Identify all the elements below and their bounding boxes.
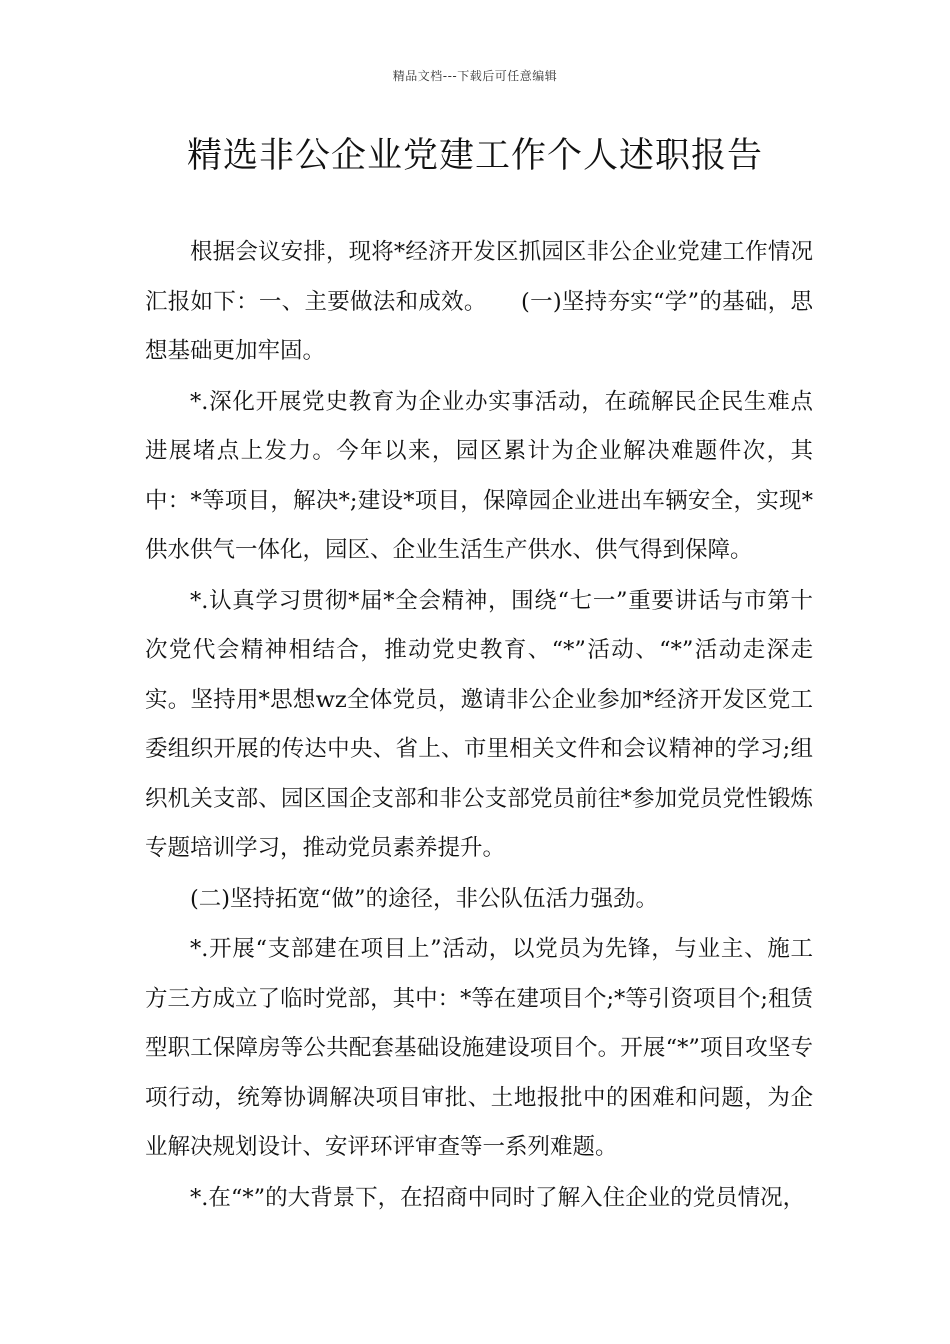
document-body bbox=[145, 228, 813, 1223]
header-note: 精品文档---下载后可任意编辑 bbox=[392, 69, 558, 83]
paragraph-item-3: *.开展“支部建在项目上”活动，以党员为先锋，与业主、施工方三方成立了临时党部，其中：*等在建项目个;*等引资项目个;租赁型职工保障房等公共配套基础设施建设项目个。开展“*”项目攻坚专项行动，统筹协调解决项目审批、土地报批中的困难和问题，为企业解决规划设计、安评环评审查等一系列难题。 bbox=[145, 936, 813, 1160]
paragraph-intro: 根据会议安排，现将*经济开发区抓园区非公企业党建工作情况汇报如下：一、主要做法和成效。 (一)坚持夯实“学”的基础，思想基础更加牢固。 bbox=[145, 239, 813, 364]
paragraph-item-2: *.认真学习贯彻*届*全会精神，围绕“七一”重要讲话与市第十次党代会精神相结合，推动党史教育、“*”活动、“*”活动走深走实。坚持用*思想wz全体党员，邀请非公企业参加*经济开发区党工委组织开展的传达中央、省上、市里相关文件和会议精神的学习;组织机关支部、园区国企支部和非公支部党员前往*参加党员党性锻炼专题培训学习，推动党员素养提升。 bbox=[145, 587, 813, 861]
paragraph-item-4: *.在“*”的大背景下，在招商中同时了解入住企业的党员情况， bbox=[190, 1184, 806, 1211]
paragraph-section-2-heading: (二)坚持拓宽“做”的途径，非公队伍活力强劲。 bbox=[190, 885, 659, 912]
paragraph-item-1: *.深化开展党史教育为企业办实事活动，在疏解民企民生难点进展堵点上发力。今年以来，园区累计为企业解决难题件次，其中：*等项目，解决*;建设*项目，保障园企业进出车辆安全，实现*供水供气一体化，园区、企业生活生产供水、供气得到保障。 bbox=[145, 388, 813, 563]
document-title: 精选非公企业党建工作个人述职报告 bbox=[186, 136, 763, 176]
